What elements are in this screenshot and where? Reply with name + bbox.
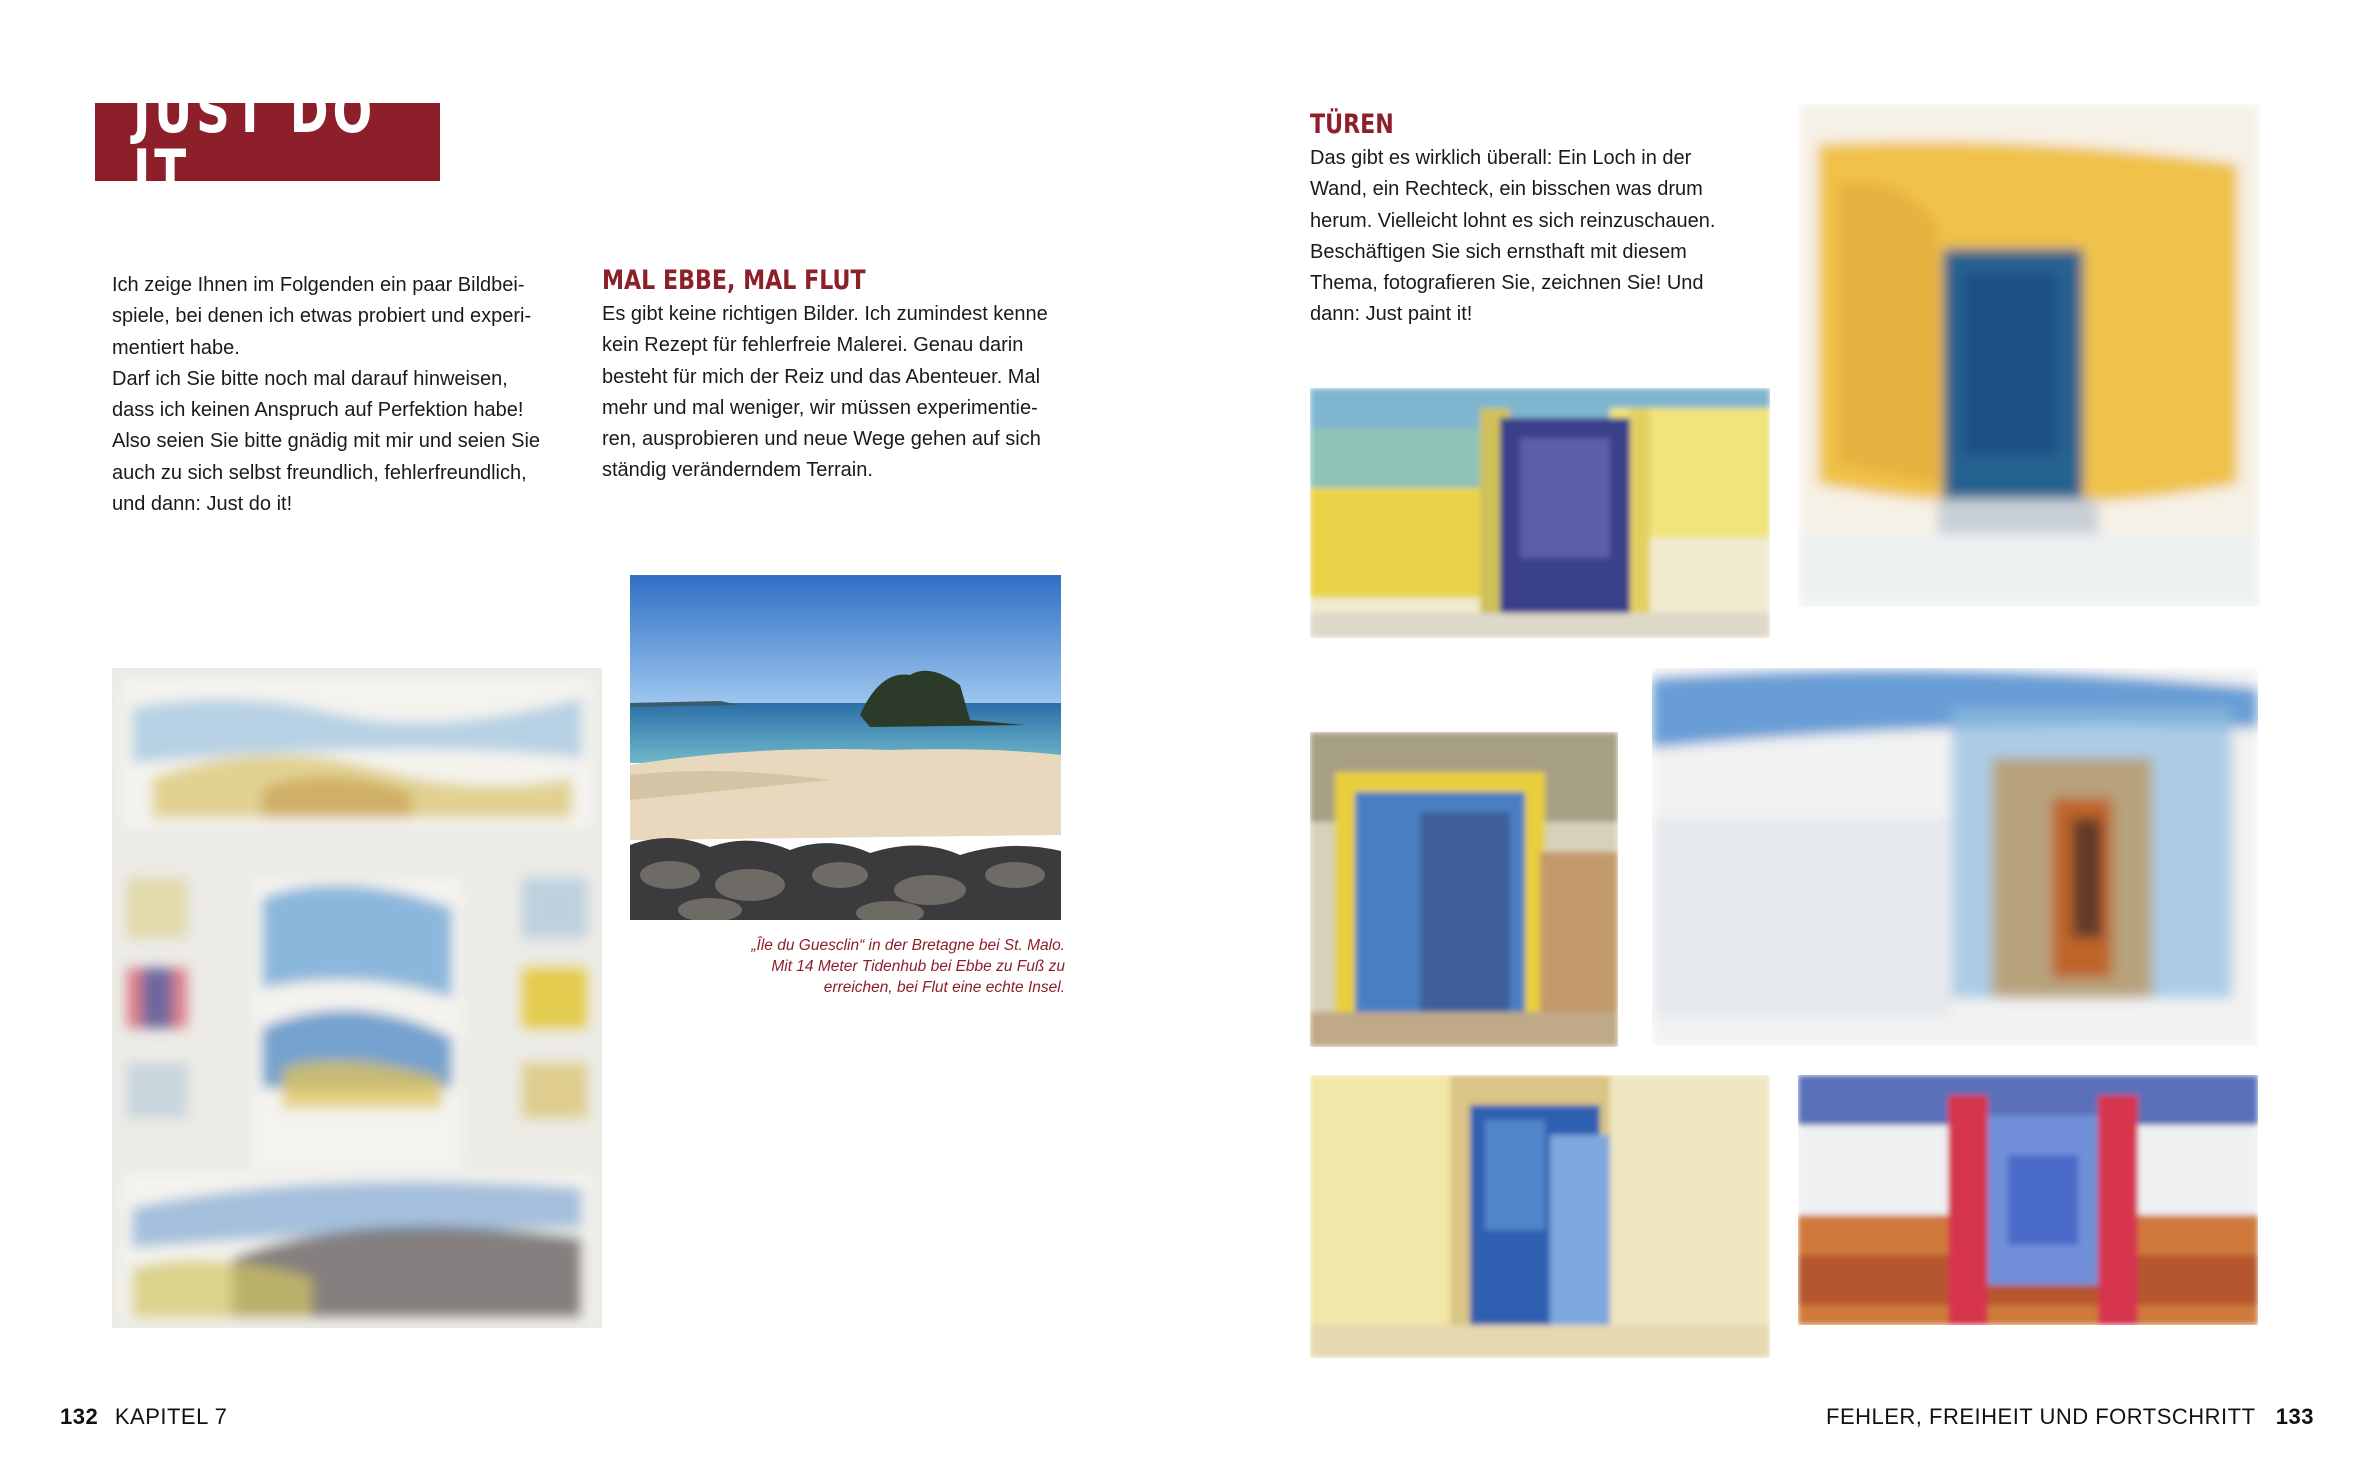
section-line: Wand, ein Rechteck, ein bisschen was drum bbox=[1310, 178, 1703, 201]
page-number: 132 bbox=[60, 1404, 99, 1429]
section-line: kein Rezept für fehlerfreie Malerei. Genau darin bbox=[602, 334, 1024, 357]
caption-line: Mit 14 Meter Tidenhub bei Ebbe zu Fuß zu bbox=[771, 958, 1065, 975]
intro-line: auch zu sich selbst freundlich, fehlerfreundlich, bbox=[112, 461, 527, 484]
intro-line: Darf ich Sie bitte noch mal darauf hinweisen, bbox=[112, 367, 508, 390]
caption-line: erreichen, bei Flut eine echte Insel. bbox=[823, 979, 1065, 996]
footer-left bbox=[60, 1404, 227, 1430]
chapter-title: JUST DO IT bbox=[132, 77, 377, 207]
section-line: ständig veränderndem Terrain. bbox=[602, 459, 873, 482]
section-line: besteht für mich der Reiz und das Abenteuer. Mal bbox=[602, 365, 1041, 388]
door-painting-4 bbox=[1652, 668, 2258, 1046]
chapter-title-banner bbox=[95, 77, 440, 207]
chapter-label: KAPITEL 7 bbox=[114, 1404, 228, 1429]
door-painting-6 bbox=[1798, 1075, 2258, 1325]
watercolor-sketch-collage bbox=[112, 668, 602, 1328]
section-line: Thema, fotografieren Sie, zeichnen Sie! Und bbox=[1310, 272, 1704, 295]
section-line: herum. Vielleicht lohnt es sich reinzuschauen. bbox=[1310, 209, 1716, 232]
section-line: dann: Just paint it! bbox=[1310, 303, 1473, 326]
island-photo bbox=[630, 575, 1061, 920]
intro-line: und dann: Just do it! bbox=[112, 493, 293, 516]
section-ebbe-flut bbox=[602, 264, 1072, 487]
intro-line: dass ich keinen Anspruch auf Perfektion habe! bbox=[112, 399, 524, 422]
section-line: Beschäftigen Sie sich ernsthaft mit diesem bbox=[1310, 240, 1687, 263]
section-line: Es gibt keine richtigen Bilder. Ich zumindest kenne bbox=[602, 303, 1048, 325]
section-heading: TÜREN bbox=[1310, 109, 1394, 140]
caption-line: „Île du Guesclin“ in der Bretagne bei St. Malo. bbox=[751, 937, 1065, 954]
section-line: mehr und mal weniger, wir müssen experimentie- bbox=[602, 396, 1038, 419]
chapter-label: FEHLER, FREIHEIT UND FORTSCHRITT bbox=[1826, 1404, 2256, 1429]
intro-line: mentiert habe. bbox=[112, 336, 240, 359]
door-painting-3 bbox=[1310, 732, 1618, 1047]
page-number: 133 bbox=[2275, 1404, 2314, 1429]
intro-line: Ich zeige Ihnen im Folgenden ein paar Bildbei- bbox=[112, 274, 525, 296]
door-painting-5 bbox=[1310, 1075, 1770, 1358]
intro-paragraph bbox=[112, 270, 582, 520]
door-painting-1 bbox=[1310, 388, 1770, 638]
door-painting-2 bbox=[1798, 104, 2260, 607]
section-heading: MAL EBBE, MAL FLUT bbox=[602, 265, 866, 296]
intro-line: Also seien Sie bitte gnädig mit mir und seien Sie bbox=[112, 430, 541, 453]
footer-right bbox=[1826, 1404, 2314, 1430]
section-line: ren, ausprobieren und neue Wege gehen auf sich bbox=[602, 428, 1041, 451]
section-tueren bbox=[1310, 108, 1780, 331]
section-line: Das gibt es wirklich überall: Ein Loch in der bbox=[1310, 147, 1692, 169]
intro-line: spiele, bei denen ich etwas probiert und experi- bbox=[112, 305, 532, 328]
photo-caption bbox=[600, 935, 1065, 998]
